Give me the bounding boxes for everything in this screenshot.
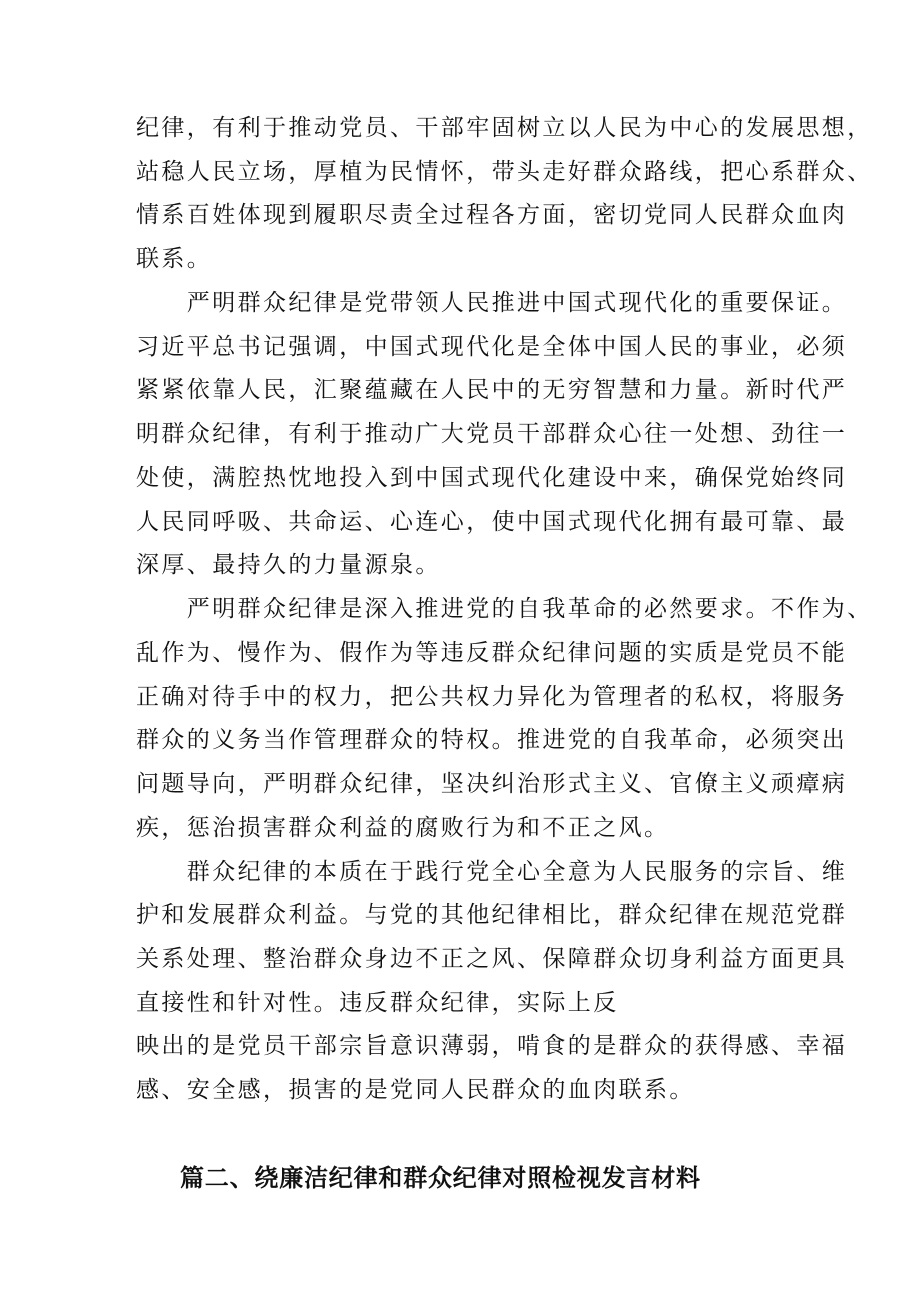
text-line: 人民同呼吸、共命运、心连心，使中国式现代化拥有最可靠、最	[136, 509, 848, 535]
text-line: 纪律，有利于推动党员、干部牢固树立以人民为中心的发展思想，	[136, 115, 873, 141]
section-heading: 篇二、绕廉洁纪律和群众纪律对照检视发言材料	[180, 1164, 701, 1192]
text-line: 映出的是党员干部宗旨意识薄弱，啃食的是群众的获得感、幸福	[136, 1033, 848, 1059]
text-line: 严明群众纪律是深入推进党的自我革命的必然要求。不作为、	[136, 596, 873, 622]
text-line: 群众的义务当作管理群众的特权。推进党的自我革命，必须突出	[136, 727, 848, 753]
text-line: 关系处理、整治群众身边不正之风、保障群众切身利益方面更具	[136, 946, 848, 972]
text-line: 紧紧依靠人民，汇聚蕴藏在人民中的无穷智慧和力量。新时代严	[136, 377, 848, 403]
text-line: 严明群众纪律是党带领人民推进中国式现代化的重要保证。	[136, 290, 848, 316]
text-line: 护和发展群众利益。与党的其他纪律相比，群众纪律在规范党群	[136, 902, 848, 928]
text-line: 群众纪律的本质在于践行党全心全意为人民服务的宗旨、维	[136, 859, 848, 885]
text-line: 情系百姓体现到履职尽责全过程各方面，密切党同人民群众血肉	[136, 202, 848, 228]
text-line: 联系。	[136, 246, 213, 272]
text-line: 站稳人民立场，厚植为民情怀，带头走好群众路线，把心系群众、	[136, 159, 873, 185]
text-line: 习近平总书记强调，中国式现代化是全体中国人民的事业，必须	[136, 334, 848, 360]
text-line: 乱作为、慢作为、假作为等违反群众纪律问题的实质是党员不能	[136, 640, 848, 666]
text-line: 疾，惩治损害群众利益的腐败行为和不正之风。	[136, 815, 670, 841]
text-line: 正确对待手中的权力，把公共权力异化为管理者的私权，将服务	[136, 684, 848, 710]
text-line: 感、安全感，损害的是党同人民群众的血肉联系。	[136, 1077, 695, 1103]
text-line: 处使，满腔热忱地投入到中国式现代化建设中来，确保党始终同	[136, 465, 848, 491]
text-line: 问题导向，严明群众纪律，坚决纠治形式主义、官僚主义顽瘴病	[136, 771, 848, 797]
text-line: 直接性和针对性。违反群众纪律，实际上反	[136, 990, 619, 1016]
text-line: 深厚、最持久的力量源泉。	[136, 552, 441, 578]
text-line: 明群众纪律，有利于推动广大党员干部群众心往一处想、劲往一	[136, 421, 848, 447]
